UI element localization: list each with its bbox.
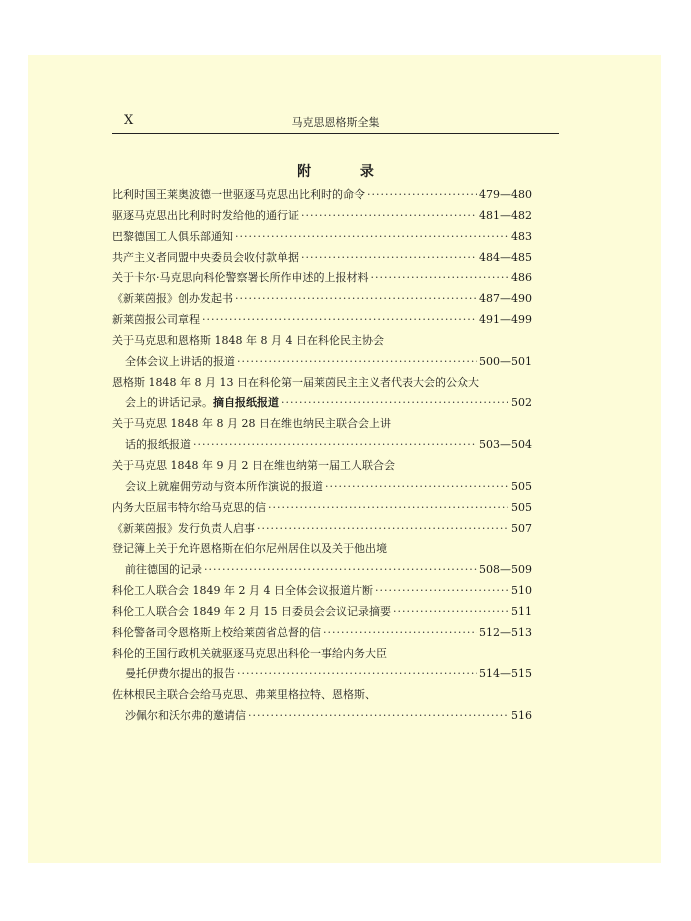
toc-entry — [112, 456, 532, 477]
dot-leader — [325, 477, 508, 498]
running-header — [112, 113, 559, 134]
toc-entry-title: 科伦工人联合会 1849 年 2 月 4 日全体会议报道片断 — [112, 584, 373, 598]
dot-leader — [323, 623, 477, 644]
toc-entry-title: 沙佩尔和沃尔弗的邀请信 — [125, 709, 246, 723]
dot-leader — [237, 664, 477, 685]
toc-entry-title: 恩格斯 1848 年 8 月 13 日在科伦第一届莱茵民主主义者代表大会的公众大 — [112, 375, 479, 389]
toc-entry-title: 关于卡尔·马克思向科伦警察署长所作申述的上报材料 — [112, 271, 369, 285]
toc-page-number: 502 — [511, 396, 532, 410]
toc-entry-title: 关于马克思和恩格斯 1848 年 8 月 4 日在科伦民主协会 — [112, 333, 384, 347]
toc-entry-title: 前往德国的记录 — [125, 563, 202, 577]
toc-entry — [112, 414, 532, 435]
toc-entry — [112, 706, 532, 727]
toc-entry-title: 科伦警备司令恩格斯上校给莱茵省总督的信 — [112, 625, 321, 639]
page-folio: X — [124, 113, 134, 128]
dot-leader — [237, 352, 477, 373]
toc-entry — [112, 352, 532, 373]
toc-entry-title: 科伦的王国行政机关就驱逐马克思出科伦一事给内务大臣 — [112, 646, 387, 660]
toc-page-number: 514—515 — [479, 667, 532, 681]
toc-entry-title: 驱逐马克思出比利时时发给他的通行证 — [112, 208, 299, 222]
toc-entry — [112, 602, 532, 623]
dot-leader — [268, 498, 508, 519]
toc-entry — [112, 560, 532, 581]
toc-entry — [112, 393, 532, 414]
toc-entry — [112, 644, 532, 665]
toc-entry — [112, 310, 532, 331]
toc-entry-title: 关于马克思 1848 年 8 月 28 日在维也纳民主联合会上讲 — [112, 417, 391, 431]
toc-page-number: 505 — [511, 479, 532, 493]
toc-entry — [112, 227, 532, 248]
toc-page-number: 512—513 — [479, 625, 532, 639]
toc-entry-title: 《新莱茵报》发行负责人启事 — [112, 521, 255, 535]
toc-entry — [112, 519, 532, 540]
toc-page-number: 516 — [511, 709, 532, 723]
toc-entry-title: 佐林根民主联合会给马克思、弗莱里格拉特、恩格斯、 — [112, 688, 376, 702]
toc-entry — [112, 373, 532, 394]
toc-entry — [112, 623, 532, 644]
toc-page-number: 505 — [511, 500, 532, 514]
toc-page-number: 508—509 — [479, 563, 532, 577]
dot-leader — [248, 706, 508, 727]
toc-page-number: 511 — [511, 604, 532, 618]
dot-leader — [193, 435, 477, 456]
toc-entry — [112, 331, 532, 352]
dot-leader — [393, 602, 508, 623]
toc-list — [112, 185, 532, 727]
toc-page-number: 483 — [511, 229, 532, 243]
toc-entry-title: 内务大臣屈韦特尔给马克思的信 — [112, 500, 266, 514]
running-title: 马克思恩格斯全集 — [291, 116, 380, 129]
toc-page-number: 491—499 — [479, 313, 532, 327]
toc-entry — [112, 539, 532, 560]
dot-leader — [301, 248, 477, 269]
toc-entry-title: 科伦工人联合会 1849 年 2 月 15 日委员会会议记录摘要 — [112, 604, 391, 618]
dot-leader — [204, 560, 477, 581]
toc-entry — [112, 498, 532, 519]
toc-entry — [112, 206, 532, 227]
toc-entry-title: 《新莱茵报》创办发起书 — [112, 292, 233, 306]
toc-entry-title: 共产主义者同盟中央委员会收付款单据 — [112, 250, 299, 264]
dot-leader — [235, 227, 508, 248]
toc-entry — [112, 289, 532, 310]
toc-entry — [112, 185, 532, 206]
toc-entry-title: 会上的讲话记录。 — [125, 396, 213, 410]
toc-page-number: 484—485 — [479, 250, 532, 264]
dot-leader — [202, 310, 477, 331]
toc-entry — [112, 477, 532, 498]
toc-page-number: 500—501 — [479, 354, 532, 368]
toc-page-number: 481—482 — [479, 208, 532, 222]
toc-entry — [112, 268, 532, 289]
toc-entry — [112, 685, 532, 706]
dot-leader — [281, 393, 508, 414]
toc-page-number: 479—480 — [479, 188, 532, 201]
toc-entry-title: 关于马克思 1848 年 9 月 2 日在维也纳第一届工人联合会 — [112, 458, 395, 472]
section-title: 附 录 — [297, 164, 396, 180]
toc-entry-title: 话的报纸报道 — [125, 438, 191, 452]
toc-entry-title: 巴黎德国工人俱乐部通知 — [112, 229, 233, 243]
toc-page-number: 486 — [511, 271, 532, 285]
toc-entry-title: 全体会议上讲话的报道 — [125, 354, 235, 368]
toc-entry — [112, 248, 532, 269]
dot-leader — [257, 519, 508, 540]
dot-leader — [371, 268, 509, 289]
toc-entry-title: 登记簿上关于允许恩格斯在伯尔尼州居住以及关于他出境 — [112, 542, 387, 556]
toc-page-number: 487—490 — [479, 292, 532, 306]
toc-page-number: 510 — [511, 584, 532, 598]
toc-entry — [112, 435, 532, 456]
toc-entry — [112, 581, 532, 602]
dot-leader — [235, 289, 477, 310]
toc-page-number: 507 — [511, 521, 532, 535]
dot-leader — [367, 185, 477, 206]
toc-entry-note: 摘自报纸报道 — [213, 396, 279, 410]
toc-entry — [112, 664, 532, 685]
dot-leader — [375, 581, 508, 602]
toc-entry-title: 比利时国王莱奥波德一世驱逐马克思出比利时的命令 — [112, 188, 365, 201]
toc-entry-title: 曼托伊费尔提出的报告 — [125, 667, 235, 681]
dot-leader — [301, 206, 477, 227]
toc-entry-title: 新莱茵报公司章程 — [112, 313, 200, 327]
toc-page-number: 503—504 — [479, 438, 532, 452]
toc-entry-title: 会议上就雇佣劳动与资本所作演说的报道 — [125, 479, 323, 493]
